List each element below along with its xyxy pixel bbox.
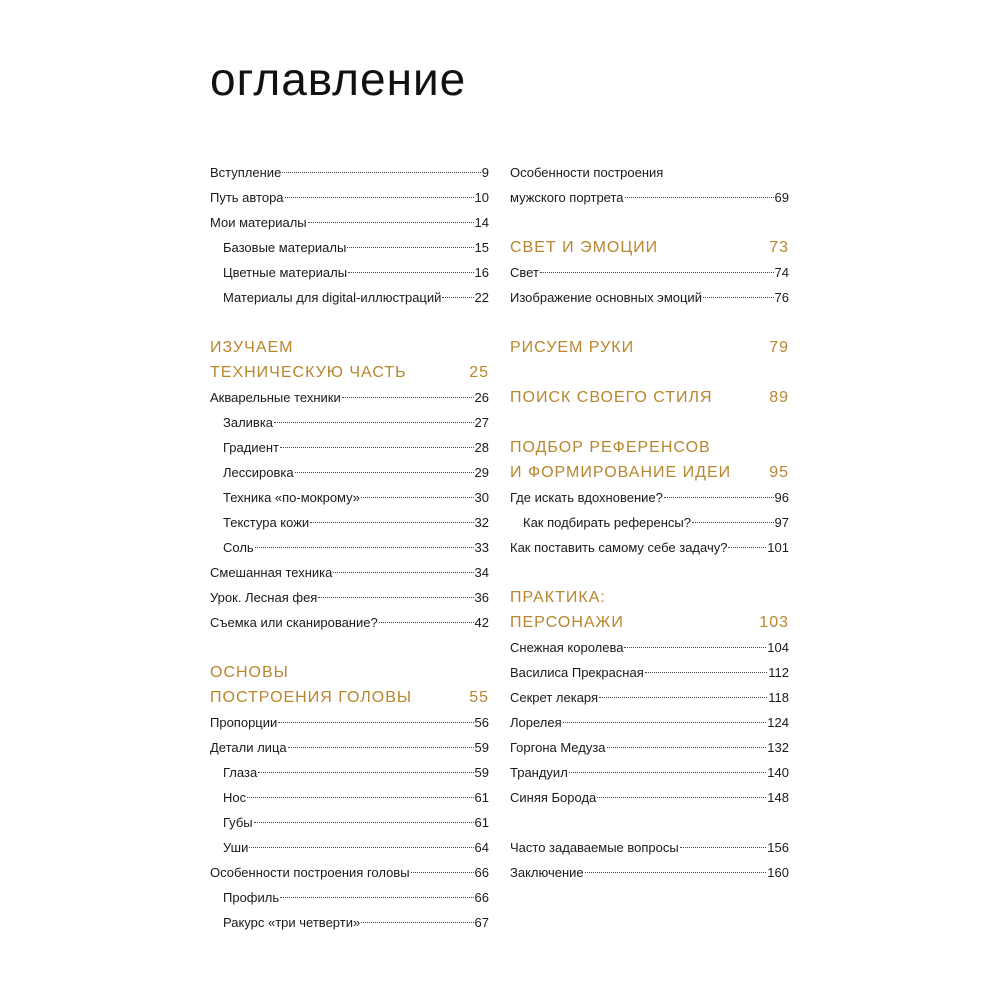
toc-entry-label: Горгона Медуза: [510, 740, 606, 755]
toc-entry-label: Особенности построения: [510, 165, 664, 180]
toc-entry[interactable]: [210, 210, 489, 235]
page-number: 66: [474, 865, 489, 880]
page-number: 101: [767, 540, 789, 555]
toc-subentry[interactable]: [210, 760, 489, 785]
page-number: 59: [474, 740, 489, 755]
section-page-number: 79: [769, 339, 789, 356]
toc-entry-label: Цветные материалы: [223, 265, 348, 280]
section-heading-line: [210, 335, 489, 360]
section-heading-text: ИЗУЧАЕМ: [210, 339, 294, 356]
section-heading-text: ПОДБОР РЕФЕРЕНСОВ: [510, 439, 711, 456]
page-number: 32: [474, 515, 489, 530]
dot-leader: [607, 747, 767, 748]
dot-leader: [254, 822, 474, 823]
dot-leader: [599, 697, 767, 698]
dot-leader: [247, 797, 473, 798]
toc-entry[interactable]: [210, 610, 489, 635]
page-number: 30: [474, 490, 489, 505]
page-number: 9: [481, 165, 489, 180]
toc-entry[interactable]: [210, 385, 489, 410]
page-number: 104: [767, 640, 789, 655]
toc-entry-label: Лессировка: [223, 465, 294, 480]
toc-subentry[interactable]: [210, 835, 489, 860]
page-number: 160: [767, 865, 789, 880]
toc-entry[interactable]: [210, 560, 489, 585]
spacer: [210, 310, 489, 335]
toc-right-column: [510, 160, 789, 885]
page-number: 61: [474, 790, 489, 805]
dot-leader: [278, 722, 473, 723]
toc-left-column: [210, 160, 489, 935]
toc-entry-label: Нос: [223, 790, 247, 805]
toc-entry-label: Детали лица: [210, 740, 287, 755]
toc-entry[interactable]: [510, 735, 789, 760]
toc-entry-label: Синяя Борода: [510, 790, 597, 805]
toc-entry[interactable]: [510, 710, 789, 735]
section-heading-text: ТЕХНИЧЕСКУЮ ЧАСТЬ: [210, 364, 407, 381]
page-number: 156: [767, 840, 789, 855]
toc-entry[interactable]: [510, 535, 789, 560]
page-number: 56: [474, 715, 489, 730]
toc-entry-label: Трандуил: [510, 765, 568, 780]
toc-entry-label: Глаза: [223, 765, 258, 780]
section-heading[interactable]: [510, 235, 789, 260]
section-heading-line: [210, 360, 489, 385]
dot-leader: [310, 522, 473, 523]
toc-subentry[interactable]: [210, 485, 489, 510]
section-page-number: 55: [469, 689, 489, 706]
dot-leader: [692, 522, 774, 523]
page-number: 97: [774, 515, 789, 530]
dot-leader: [342, 397, 474, 398]
dot-leader: [280, 447, 474, 448]
toc-entry-label: Лорелея: [510, 715, 562, 730]
toc-entry-label: Где искать вдохновение?: [510, 490, 663, 505]
toc-entry[interactable]: [210, 160, 489, 185]
toc-subentry[interactable]: [210, 260, 489, 285]
section-heading-text: ПЕРСОНАЖИ: [510, 614, 624, 631]
dot-leader: [249, 847, 473, 848]
page-number: 69: [774, 190, 789, 205]
toc-entry-label: Свет: [510, 265, 539, 280]
dot-leader: [308, 222, 474, 223]
section-heading-text: И ФОРМИРОВАНИЕ ИДЕИ: [510, 464, 732, 481]
dot-leader: [585, 872, 767, 873]
section-page-number: 89: [769, 389, 789, 406]
section-page-number: 95: [769, 464, 789, 481]
spacer: [510, 310, 789, 335]
section-heading[interactable]: [210, 335, 489, 385]
dot-leader: [361, 497, 474, 498]
dot-leader: [295, 472, 474, 473]
toc-entry-label: Как поставить самому себе задачу?: [510, 540, 728, 555]
toc-entry[interactable]: [510, 485, 789, 510]
page-number: 59: [474, 765, 489, 780]
toc-subentry[interactable]: [210, 435, 489, 460]
toc-entry[interactable]: [510, 185, 789, 210]
toc-entry-label: Ракурс «три четверти»: [223, 915, 361, 930]
dot-leader: [664, 497, 774, 498]
dot-leader: [442, 297, 473, 298]
toc-entry-label: Съемка или сканирование?: [210, 615, 378, 630]
toc-entry-label: Изображение основных эмоций: [510, 290, 702, 305]
section-heading-line: [510, 460, 789, 485]
page-number: 28: [474, 440, 489, 455]
toc-entry[interactable]: [510, 760, 789, 785]
dot-leader: [333, 572, 473, 573]
section-heading-text: ПОИСК СВОЕГО СТИЛЯ: [510, 389, 713, 406]
section-heading-text: СВЕТ И ЭМОЦИИ: [510, 239, 659, 256]
dot-leader: [625, 197, 774, 198]
page-number: 118: [768, 690, 789, 705]
dot-leader: [680, 847, 767, 848]
toc-entry-label: Мои материалы: [210, 215, 307, 230]
toc-subentry[interactable]: [210, 460, 489, 485]
toc-entry-label: Уши: [223, 840, 249, 855]
toc-subentry[interactable]: [210, 410, 489, 435]
page-number: 36: [474, 590, 489, 605]
section-heading[interactable]: [510, 335, 789, 360]
section-heading-text: ПРАКТИКА:: [510, 589, 606, 606]
section-heading-line: [510, 335, 789, 360]
section-heading-text: РИСУЕМ РУКИ: [510, 339, 635, 356]
page-number: 112: [768, 665, 789, 680]
dot-leader: [379, 622, 474, 623]
dot-leader: [361, 922, 473, 923]
toc-entry-label: Часто задаваемые вопросы: [510, 840, 679, 855]
toc-entry[interactable]: [210, 735, 489, 760]
toc-subentry[interactable]: [510, 510, 789, 535]
toc-entry-label: Пропорции: [210, 715, 278, 730]
toc-entry-label: Соль: [223, 540, 254, 555]
page-number: 22: [474, 290, 489, 305]
dot-leader: [624, 647, 766, 648]
dot-leader: [569, 772, 767, 773]
dot-leader: [274, 422, 473, 423]
page-number: 27: [474, 415, 489, 430]
spacer: [510, 560, 789, 585]
page-number: 10: [474, 190, 489, 205]
section-page-number: 103: [759, 614, 789, 631]
toc-entry-label: мужского портрета: [510, 190, 624, 205]
dot-leader: [563, 722, 767, 723]
toc-entry-label: Особенности построения головы: [210, 865, 410, 880]
toc-entry[interactable]: [210, 585, 489, 610]
toc-subentry[interactable]: [210, 510, 489, 535]
toc-entry[interactable]: [210, 185, 489, 210]
toc-entry[interactable]: [210, 860, 489, 885]
toc-entry-label: Василиса Прекрасная: [510, 665, 644, 680]
section-heading[interactable]: [510, 435, 789, 485]
section-heading-line: [510, 435, 789, 460]
dot-leader: [288, 747, 474, 748]
toc-entry-label: Как подбирать референсы?: [523, 515, 691, 530]
dot-leader: [728, 547, 766, 548]
dot-leader: [255, 547, 474, 548]
section-heading-text: ПОСТРОЕНИЯ ГОЛОВЫ: [210, 689, 413, 706]
toc-subentry[interactable]: [210, 885, 489, 910]
toc-subentry[interactable]: [210, 535, 489, 560]
toc-subentry[interactable]: [210, 785, 489, 810]
toc-entry-label: Губы: [223, 815, 253, 830]
section-heading-line: [510, 585, 789, 610]
dot-leader: [597, 797, 766, 798]
dot-leader: [280, 897, 473, 898]
toc-entry-label: Путь автора: [210, 190, 284, 205]
page-number: 66: [474, 890, 489, 905]
dot-leader: [282, 172, 480, 173]
page-number: 29: [474, 465, 489, 480]
section-heading-line: [510, 610, 789, 635]
toc-entry-label: Техника «по-мокрому»: [223, 490, 361, 505]
page-number: 64: [474, 840, 489, 855]
toc-entry-label: Смешанная техника: [210, 565, 333, 580]
section-heading[interactable]: [210, 660, 489, 710]
toc-entry-label: Текстура кожи: [223, 515, 310, 530]
dot-leader: [318, 597, 473, 598]
toc-entry-label: Градиент: [223, 440, 279, 455]
toc-entry-label: Профиль: [223, 890, 280, 905]
spacer: [510, 410, 789, 435]
toc-entry[interactable]: [510, 285, 789, 310]
toc-subentry[interactable]: [210, 235, 489, 260]
toc-entry-label: Акварельные техники: [210, 390, 341, 405]
page-number: 26: [474, 390, 489, 405]
section-heading[interactable]: [510, 385, 789, 410]
section-heading-line: [510, 235, 789, 260]
page-number: 148: [767, 790, 789, 805]
spacer: [510, 210, 789, 235]
toc-entry[interactable]: [510, 785, 789, 810]
toc-subentry[interactable]: [210, 285, 489, 310]
dot-leader: [348, 272, 473, 273]
toc-entry-label: Урок. Лесная фея: [210, 590, 318, 605]
dot-leader: [540, 272, 774, 273]
section-heading-line: [210, 660, 489, 685]
toc-entry[interactable]: [510, 685, 789, 710]
section-heading-line: [510, 385, 789, 410]
page-number: 67: [474, 915, 489, 930]
toc-entry-label: Секрет лекаря: [510, 690, 599, 705]
toc-entry[interactable]: [510, 635, 789, 660]
toc-subentry[interactable]: [210, 810, 489, 835]
toc-entry-label: Заключение: [510, 865, 584, 880]
toc-entry[interactable]: [510, 835, 789, 860]
section-heading[interactable]: [510, 585, 789, 635]
page-number: 16: [474, 265, 489, 280]
toc-entry[interactable]: [510, 260, 789, 285]
page-number: 76: [774, 290, 789, 305]
toc-entry-label: Материалы для digital-иллюстраций: [223, 290, 442, 305]
page-number: 33: [474, 540, 489, 555]
page-number: 132: [767, 740, 789, 755]
toc-entry-label: Снежная королева: [510, 640, 624, 655]
dot-leader: [347, 247, 473, 248]
toc-subentry[interactable]: [210, 910, 489, 935]
page-number: 34: [474, 565, 489, 580]
page-number: 124: [767, 715, 789, 730]
toc-entry-label: Базовые материалы: [223, 240, 347, 255]
toc-entry-label: Заливка: [223, 415, 274, 430]
toc-entry[interactable]: [210, 710, 489, 735]
spacer: [510, 360, 789, 385]
page-number: 61: [474, 815, 489, 830]
page-title: оглавление: [210, 53, 467, 105]
page-number: 15: [474, 240, 489, 255]
section-heading-text: ОСНОВЫ: [210, 664, 289, 681]
page-number: 96: [774, 490, 789, 505]
section-page-number: 25: [469, 364, 489, 381]
section-heading-line: [210, 685, 489, 710]
toc-entry[interactable]: [510, 660, 789, 685]
dot-leader: [703, 297, 774, 298]
spacer: [510, 810, 789, 835]
page-number: 14: [474, 215, 489, 230]
page-number: 42: [474, 615, 489, 630]
page-number: 74: [774, 265, 789, 280]
page-number: 140: [767, 765, 789, 780]
section-page-number: 73: [769, 239, 789, 256]
toc-entry-label: Вступление: [210, 165, 282, 180]
dot-leader: [285, 197, 474, 198]
dot-leader: [411, 872, 474, 873]
dot-leader: [258, 772, 473, 773]
toc-entry[interactable]: [510, 860, 789, 885]
spacer: [210, 635, 489, 660]
dot-leader: [645, 672, 768, 673]
